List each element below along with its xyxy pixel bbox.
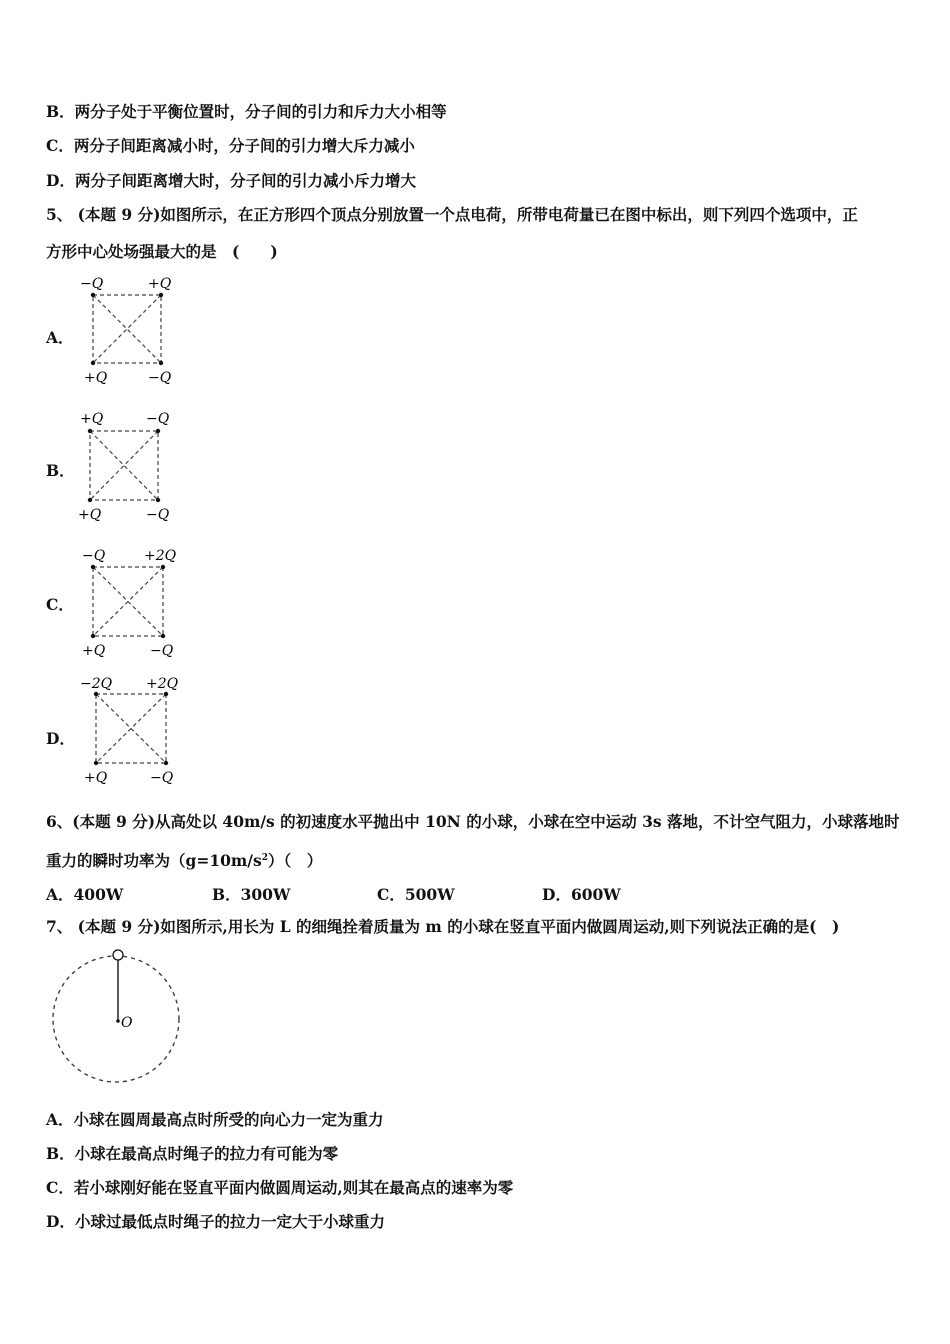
- q7-option-b: B．小球在最高点时绳子的拉力有可能为零: [46, 1144, 339, 1163]
- q6-stem-line1: 6、(本题 9 分)从高处以 40m/s 的初速度水平抛出中 10N 的小球，小球在空中运动 3s 落地，不计空气阻力，小球落地时: [46, 812, 900, 831]
- charge-bottom-right: −Q: [148, 370, 172, 386]
- q5-option-d-label: D．: [46, 729, 75, 748]
- charge-bottom-right: −Q: [146, 507, 170, 523]
- q6-option-c: C．500W: [377, 885, 455, 904]
- charge-top-right: +2Q: [146, 676, 179, 692]
- q5-stem-line2: 方形中心处场强最大的是 ( ): [46, 242, 278, 261]
- q5-option-d-figure: [76, 672, 186, 790]
- center-label: O: [121, 1015, 133, 1031]
- charge-top-left: −Q: [80, 276, 104, 292]
- charge-top-right: +Q: [148, 276, 172, 292]
- q7-stem: 7、 (本题 9 分)如图所示,用长为 L 的细绳拴着质量为 m 的小球在竖直平面内做圆周运动,则下列说法正确的是( ): [46, 917, 840, 936]
- q7-option-c: C．若小球刚好能在竖直平面内做圆周运动,则其在最高点的速率为零: [46, 1178, 514, 1197]
- q5-option-c-figure: [76, 542, 186, 660]
- charge-top-right: −Q: [146, 411, 170, 427]
- charge-bottom-left: +Q: [78, 507, 102, 523]
- q5-option-a-figure: [76, 272, 186, 390]
- charge-top-left: −2Q: [80, 676, 113, 692]
- q6-option-b: B．300W: [212, 885, 291, 904]
- q5-option-b-figure: [76, 406, 186, 524]
- ball-icon: [113, 950, 123, 960]
- charge-bottom-left: +Q: [84, 370, 108, 386]
- q7-option-d: D．小球过最低点时绳子的拉力一定大于小球重力: [46, 1212, 385, 1231]
- q5-option-c-label: C．: [46, 595, 74, 614]
- charge-bottom-left: +Q: [84, 770, 108, 786]
- charge-bottom-left: +Q: [82, 643, 106, 659]
- q5-option-b-label: B．: [46, 461, 75, 480]
- q5-option-a-label: A．: [46, 328, 74, 347]
- q4-option-d: D．两分子间距离增大时，分子间的引力减小斥力增大: [46, 171, 416, 190]
- q7-option-a: A．小球在圆周最高点时所受的向心力一定为重力: [46, 1110, 384, 1129]
- q6-option-d: D．600W: [542, 885, 621, 904]
- center-point: [116, 1019, 120, 1023]
- charge-bottom-right: −Q: [150, 770, 174, 786]
- q7-circular-motion-figure: [46, 945, 186, 1087]
- charge-bottom-right: −Q: [150, 643, 174, 659]
- charge-top-left: −Q: [82, 548, 106, 564]
- q4-option-c: C．两分子间距离减小时，分子间的引力增大斥力减小: [46, 136, 415, 155]
- q6-option-a: A．400W: [46, 885, 124, 904]
- q5-stem-line1: 5、 (本题 9 分)如图所示，在正方形四个顶点分别放置一个点电荷，所带电荷量已在图中标出，则下列四个选项中，正: [46, 205, 858, 224]
- charge-top-left: +Q: [80, 411, 104, 427]
- charge-top-right: +2Q: [144, 548, 177, 564]
- q4-option-b: B．两分子处于平衡位置时，分子间的引力和斥力大小相等: [46, 102, 447, 121]
- q6-stem-line2: 重力的瞬时功率为$(g=10m/s^2)$（ ）: [46, 851, 323, 871]
